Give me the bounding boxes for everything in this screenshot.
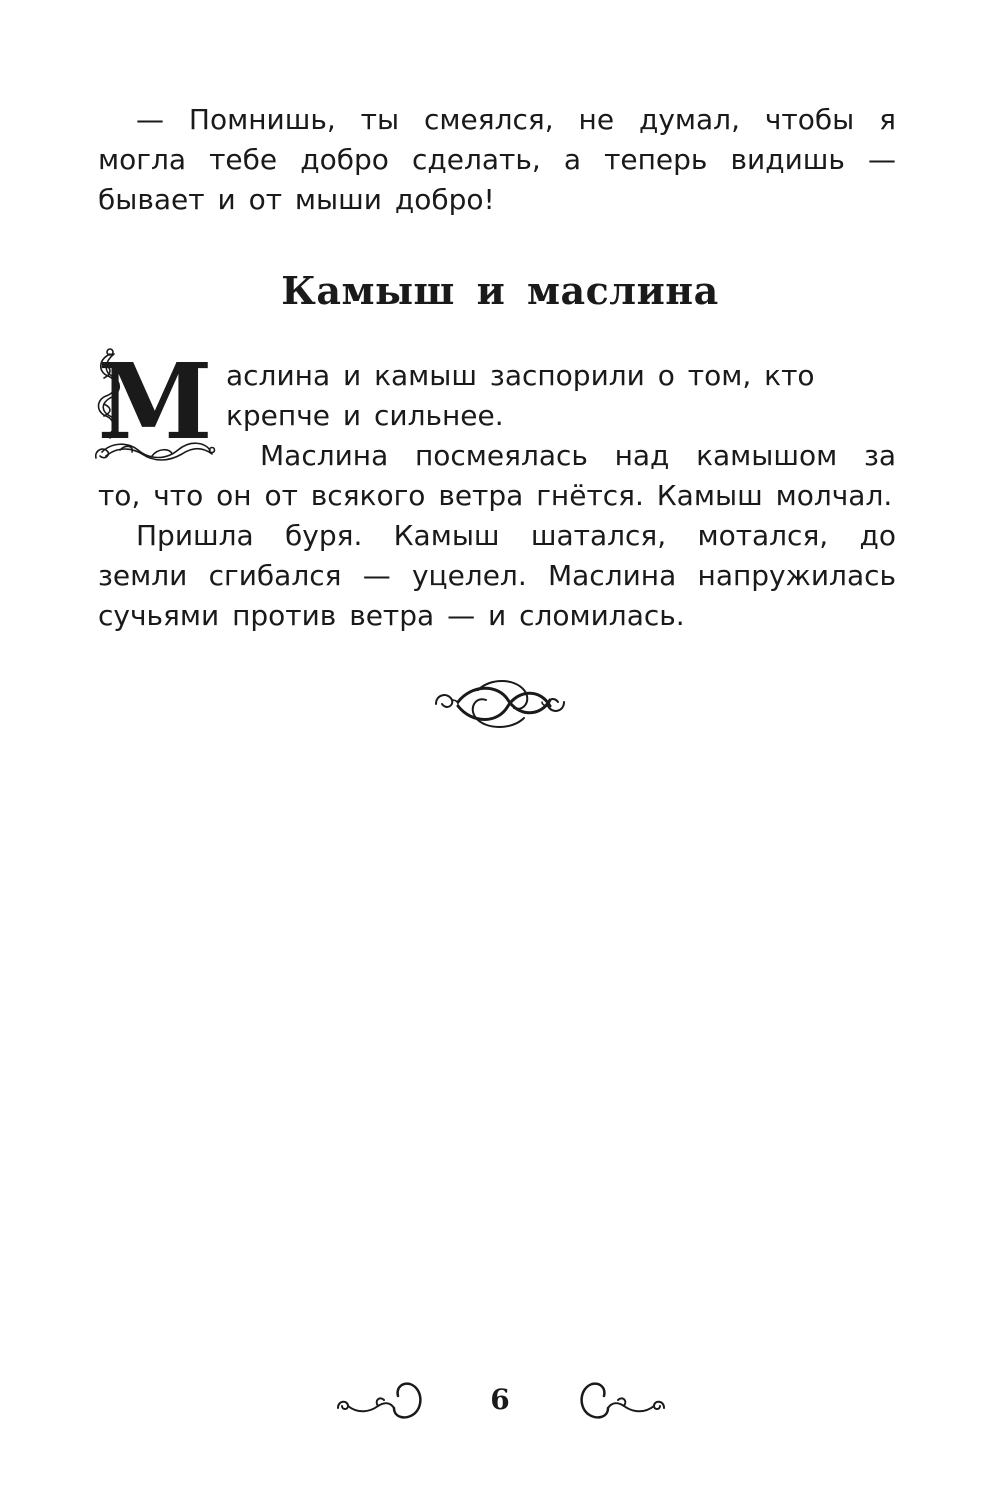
story-body xyxy=(98,436,896,636)
opening-line-1: аслина и камыш заспорили о том, кто xyxy=(226,359,815,392)
right-swirl-icon xyxy=(572,1378,668,1422)
previous-story-ending xyxy=(98,100,896,220)
page-footer xyxy=(0,1372,1000,1432)
page-number: 6 xyxy=(490,1383,510,1416)
opening-line-2: крепче и сильнее. xyxy=(226,399,504,432)
closing-paragraph: — Помнишь, ты смеялся, не думал, чтобы я могла тебе добро сделать, а теперь видишь — бывает и от мыши добро! xyxy=(98,103,896,216)
story-paragraph-3: Пришла буря. Камыш шатался, мотался, до земли сгибался — уцелел. Маслина напружилась сучьями против ветра — и сломилась. xyxy=(98,519,896,632)
drop-cap-letter: М xyxy=(97,340,213,463)
story-opening xyxy=(226,356,896,436)
story-title: Камыш и маслина xyxy=(281,268,719,313)
story-paragraph-2: Маслина посмеялась над камышом за то, что он от всякого ветра гнётся. Камыш молчал. xyxy=(98,439,896,512)
flourish-ornament xyxy=(428,670,572,736)
